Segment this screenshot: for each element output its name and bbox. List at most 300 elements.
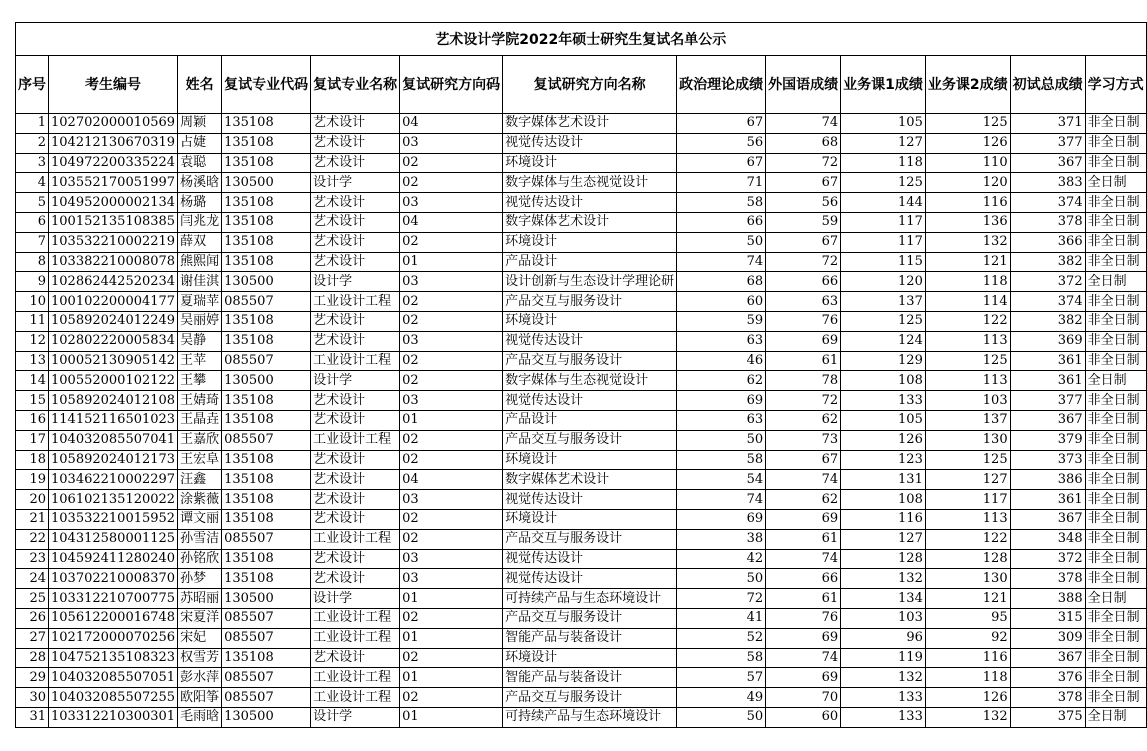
cell-course2-score: 125: [925, 114, 1010, 134]
cell-politics-score: 38: [677, 529, 766, 549]
cell-seq: 1: [16, 114, 49, 134]
cell-major-name: 艺术设计: [311, 509, 400, 529]
cell-direction-code: 01: [400, 252, 503, 272]
cell-total-score: 374: [1010, 193, 1085, 213]
cell-foreign-score: 62: [766, 410, 841, 430]
cell-direction-code: 01: [400, 628, 503, 648]
cell-major-code: 135108: [222, 193, 311, 213]
table-row: [16, 490, 1147, 510]
cell-major-code: 085507: [222, 351, 311, 371]
cell-exam-no: 100102200004177: [49, 292, 178, 312]
cell-study-mode: 非全日制: [1085, 648, 1146, 668]
cell-exam-no: 104032085507255: [49, 688, 178, 708]
cell-politics-score: 66: [677, 212, 766, 232]
cell-politics-score: 58: [677, 193, 766, 213]
table-row: [16, 133, 1147, 153]
table-row: [16, 648, 1147, 668]
cell-study-mode: 非全日制: [1085, 569, 1146, 589]
cell-direction-name: 环境设计: [503, 450, 677, 470]
cell-exam-no: 104592411280240: [49, 549, 178, 569]
cell-foreign-score: 66: [766, 272, 841, 292]
cell-major-code: 130500: [222, 173, 311, 193]
cell-direction-name: 环境设计: [503, 311, 677, 331]
cell-politics-score: 42: [677, 549, 766, 569]
cell-exam-no: 104212130670319: [49, 133, 178, 153]
cell-major-code: 130500: [222, 371, 311, 391]
cell-study-mode: 非全日制: [1085, 668, 1146, 688]
cell-total-score: 367: [1010, 648, 1085, 668]
table-row: [16, 450, 1147, 470]
cell-total-score: 367: [1010, 410, 1085, 430]
cell-direction-name: 环境设计: [503, 648, 677, 668]
cell-politics-score: 50: [677, 569, 766, 589]
cell-major-name: 艺术设计: [311, 232, 400, 252]
cell-name: 夏瑞苹: [178, 292, 222, 312]
cell-seq: 5: [16, 193, 49, 213]
cell-name: 谭文丽: [178, 509, 222, 529]
cell-major-code: 085507: [222, 688, 311, 708]
cell-direction-name: 视觉传达设计: [503, 569, 677, 589]
cell-foreign-score: 67: [766, 450, 841, 470]
cell-direction-name: 智能产品与装备设计: [503, 628, 677, 648]
table-row: [16, 668, 1147, 688]
cell-direction-name: 产品设计: [503, 252, 677, 272]
cell-direction-name: 数字媒体艺术设计: [503, 470, 677, 490]
sheet-title: 艺术设计学院2022年硕士研究生复试名单公示: [16, 23, 1147, 56]
table-row: [16, 509, 1147, 529]
cell-foreign-score: 73: [766, 430, 841, 450]
cell-course1-score: 128: [841, 549, 926, 569]
cell-major-code: 135108: [222, 410, 311, 430]
cell-study-mode: 非全日制: [1085, 311, 1146, 331]
cell-course2-score: 120: [925, 173, 1010, 193]
cell-total-score: 315: [1010, 608, 1085, 628]
cell-direction-code: 03: [400, 133, 503, 153]
cell-foreign-score: 69: [766, 509, 841, 529]
cell-name: 吴静: [178, 331, 222, 351]
cell-name: 薛双: [178, 232, 222, 252]
cell-politics-score: 74: [677, 252, 766, 272]
table-row: [16, 292, 1147, 312]
cell-name: 权雪芳: [178, 648, 222, 668]
cell-direction-name: 数字媒体与生态视觉设计: [503, 173, 677, 193]
table-row: [16, 173, 1147, 193]
cell-study-mode: 全日制: [1085, 173, 1146, 193]
table-row: [16, 549, 1147, 569]
cell-total-score: 386: [1010, 470, 1085, 490]
cell-course1-score: 132: [841, 668, 926, 688]
cell-exam-no: 103462210002297: [49, 470, 178, 490]
cell-course1-score: 118: [841, 153, 926, 173]
cell-major-code: 135108: [222, 648, 311, 668]
cell-total-score: 348: [1010, 529, 1085, 549]
cell-total-score: 372: [1010, 549, 1085, 569]
cell-major-name: 工业设计工程: [311, 529, 400, 549]
cell-study-mode: 非全日制: [1085, 153, 1146, 173]
cell-name: 涂紫薇: [178, 490, 222, 510]
cell-course1-score: 133: [841, 688, 926, 708]
cell-foreign-score: 76: [766, 311, 841, 331]
cell-foreign-score: 72: [766, 153, 841, 173]
cell-direction-code: 04: [400, 212, 503, 232]
cell-direction-code: 02: [400, 173, 503, 193]
cell-course2-score: 118: [925, 668, 1010, 688]
cell-major-name: 工业设计工程: [311, 628, 400, 648]
cell-politics-score: 74: [677, 490, 766, 510]
cell-study-mode: 非全日制: [1085, 628, 1146, 648]
cell-exam-no: 105892024012173: [49, 450, 178, 470]
cell-seq: 28: [16, 648, 49, 668]
cell-politics-score: 41: [677, 608, 766, 628]
cell-name: 周颖: [178, 114, 222, 134]
cell-seq: 15: [16, 391, 49, 411]
cell-study-mode: 全日制: [1085, 272, 1146, 292]
cell-major-code: 085507: [222, 430, 311, 450]
cell-total-score: 377: [1010, 133, 1085, 153]
cell-direction-name: 产品交互与服务设计: [503, 688, 677, 708]
table-row: [16, 193, 1147, 213]
table-row: [16, 410, 1147, 430]
cell-direction-name: 智能产品与装备设计: [503, 668, 677, 688]
cell-name: 王婧琦: [178, 391, 222, 411]
cell-study-mode: 非全日制: [1085, 351, 1146, 371]
cell-direction-name: 视觉传达设计: [503, 331, 677, 351]
cell-major-name: 艺术设计: [311, 252, 400, 272]
table-row: [16, 628, 1147, 648]
cell-direction-name: 环境设计: [503, 153, 677, 173]
cell-foreign-score: 69: [766, 668, 841, 688]
cell-name: 彭水萍: [178, 668, 222, 688]
cell-major-code: 135108: [222, 490, 311, 510]
table-row: [16, 430, 1147, 450]
header-direction-code: 复试研究方向码: [400, 56, 503, 114]
table-row: [16, 608, 1147, 628]
cell-study-mode: 非全日制: [1085, 410, 1146, 430]
cell-course2-score: 110: [925, 153, 1010, 173]
header-name: 姓名: [178, 56, 222, 114]
table-row: [16, 331, 1147, 351]
cell-exam-no: 106102135120022: [49, 490, 178, 510]
table-row: [16, 707, 1147, 727]
cell-course2-score: 113: [925, 509, 1010, 529]
cell-study-mode: 非全日制: [1085, 490, 1146, 510]
cell-course1-score: 125: [841, 173, 926, 193]
cell-politics-score: 69: [677, 509, 766, 529]
cell-course1-score: 134: [841, 589, 926, 609]
cell-politics-score: 59: [677, 311, 766, 331]
cell-direction-name: 视觉传达设计: [503, 490, 677, 510]
cell-study-mode: 非全日制: [1085, 529, 1146, 549]
cell-major-code: 135108: [222, 549, 311, 569]
cell-major-name: 艺术设计: [311, 648, 400, 668]
cell-major-code: 135108: [222, 470, 311, 490]
cell-foreign-score: 70: [766, 688, 841, 708]
cell-course2-score: 127: [925, 470, 1010, 490]
cell-major-code: 085507: [222, 628, 311, 648]
cell-study-mode: 非全日制: [1085, 212, 1146, 232]
cell-direction-name: 数字媒体艺术设计: [503, 114, 677, 134]
cell-major-code: 135108: [222, 569, 311, 589]
header-study-mode: 学习方式: [1085, 56, 1146, 114]
cell-major-name: 艺术设计: [311, 212, 400, 232]
cell-name: 杨璐: [178, 193, 222, 213]
cell-total-score: 369: [1010, 331, 1085, 351]
cell-major-name: 艺术设计: [311, 410, 400, 430]
cell-course2-score: 122: [925, 311, 1010, 331]
cell-seq: 7: [16, 232, 49, 252]
cell-politics-score: 58: [677, 450, 766, 470]
cell-course1-score: 116: [841, 509, 926, 529]
cell-exam-no: 105892024012249: [49, 311, 178, 331]
cell-politics-score: 57: [677, 668, 766, 688]
cell-course2-score: 113: [925, 331, 1010, 351]
cell-direction-code: 01: [400, 707, 503, 727]
cell-foreign-score: 72: [766, 391, 841, 411]
cell-seq: 31: [16, 707, 49, 727]
cell-course2-score: 113: [925, 371, 1010, 391]
table-row: [16, 688, 1147, 708]
cell-major-code: 135108: [222, 212, 311, 232]
cell-course1-score: 105: [841, 114, 926, 134]
cell-course1-score: 124: [841, 331, 926, 351]
cell-course1-score: 127: [841, 133, 926, 153]
cell-name: 孙雪洁: [178, 529, 222, 549]
cell-foreign-score: 61: [766, 589, 841, 609]
cell-total-score: 361: [1010, 351, 1085, 371]
header-course1-score: 业务课1成绩: [841, 56, 926, 114]
cell-name: 孙铭欣: [178, 549, 222, 569]
header-course2-score: 业务课2成绩: [925, 56, 1010, 114]
table-row: [16, 153, 1147, 173]
cell-course1-score: 119: [841, 648, 926, 668]
cell-total-score: 371: [1010, 114, 1085, 134]
cell-course1-score: 103: [841, 608, 926, 628]
cell-direction-code: 01: [400, 668, 503, 688]
cell-direction-name: 环境设计: [503, 232, 677, 252]
cell-politics-score: 49: [677, 688, 766, 708]
cell-seq: 22: [16, 529, 49, 549]
cell-total-score: 361: [1010, 490, 1085, 510]
cell-major-code: 085507: [222, 668, 311, 688]
cell-course1-score: 133: [841, 391, 926, 411]
cell-study-mode: 非全日制: [1085, 391, 1146, 411]
cell-direction-code: 04: [400, 470, 503, 490]
cell-politics-score: 46: [677, 351, 766, 371]
cell-foreign-score: 61: [766, 529, 841, 549]
cell-course2-score: 103: [925, 391, 1010, 411]
cell-major-code: 135108: [222, 509, 311, 529]
cell-major-name: 艺术设计: [311, 391, 400, 411]
cell-course2-score: 137: [925, 410, 1010, 430]
cell-seq: 23: [16, 549, 49, 569]
cell-course2-score: 116: [925, 648, 1010, 668]
cell-course1-score: 132: [841, 569, 926, 589]
cell-course2-score: 125: [925, 450, 1010, 470]
cell-exam-no: 102802220005834: [49, 331, 178, 351]
cell-course1-score: 126: [841, 430, 926, 450]
cell-direction-code: 02: [400, 311, 503, 331]
cell-exam-no: 103312210300301: [49, 707, 178, 727]
cell-course1-score: 117: [841, 232, 926, 252]
cell-major-code: 135108: [222, 133, 311, 153]
cell-study-mode: 全日制: [1085, 371, 1146, 391]
cell-foreign-score: 59: [766, 212, 841, 232]
cell-foreign-score: 67: [766, 232, 841, 252]
cell-direction-name: 产品交互与服务设计: [503, 351, 677, 371]
cell-name: 占婕: [178, 133, 222, 153]
cell-foreign-score: 63: [766, 292, 841, 312]
cell-course1-score: 137: [841, 292, 926, 312]
cell-course1-score: 96: [841, 628, 926, 648]
cell-direction-code: 02: [400, 450, 503, 470]
cell-direction-code: 03: [400, 490, 503, 510]
cell-exam-no: 102172000070256: [49, 628, 178, 648]
cell-major-code: 135108: [222, 114, 311, 134]
cell-study-mode: 全日制: [1085, 589, 1146, 609]
cell-major-code: 135108: [222, 331, 311, 351]
cell-seq: 8: [16, 252, 49, 272]
cell-course1-score: 144: [841, 193, 926, 213]
cell-direction-name: 设计创新与生态设计学理论研: [503, 272, 677, 292]
cell-direction-name: 环境设计: [503, 509, 677, 529]
cell-exam-no: 100052130905142: [49, 351, 178, 371]
cell-course1-score: 123: [841, 450, 926, 470]
cell-course2-score: 132: [925, 232, 1010, 252]
cell-major-name: 工业设计工程: [311, 688, 400, 708]
cell-course1-score: 108: [841, 490, 926, 510]
cell-study-mode: 非全日制: [1085, 509, 1146, 529]
cell-seq: 2: [16, 133, 49, 153]
cell-major-code: 130500: [222, 272, 311, 292]
cell-direction-name: 数字媒体与生态视觉设计: [503, 371, 677, 391]
cell-major-code: 135108: [222, 391, 311, 411]
cell-direction-code: 03: [400, 193, 503, 213]
cell-total-score: 372: [1010, 272, 1085, 292]
cell-foreign-score: 69: [766, 628, 841, 648]
cell-foreign-score: 78: [766, 371, 841, 391]
table-row: [16, 371, 1147, 391]
cell-major-name: 艺术设计: [311, 114, 400, 134]
cell-total-score: 379: [1010, 430, 1085, 450]
cell-name: 宋妃: [178, 628, 222, 648]
cell-major-name: 艺术设计: [311, 490, 400, 510]
cell-total-score: 382: [1010, 252, 1085, 272]
header-politics-score: 政治理论成绩: [677, 56, 766, 114]
cell-seq: 14: [16, 371, 49, 391]
cell-major-name: 艺术设计: [311, 193, 400, 213]
cell-course1-score: 129: [841, 351, 926, 371]
cell-name: 王嘉欣: [178, 430, 222, 450]
cell-exam-no: 100152135108385: [49, 212, 178, 232]
cell-course2-score: 95: [925, 608, 1010, 628]
cell-politics-score: 72: [677, 589, 766, 609]
cell-direction-code: 03: [400, 391, 503, 411]
cell-course2-score: 118: [925, 272, 1010, 292]
cell-seq: 13: [16, 351, 49, 371]
cell-course2-score: 121: [925, 589, 1010, 609]
cell-politics-score: 58: [677, 648, 766, 668]
cell-direction-code: 02: [400, 688, 503, 708]
cell-seq: 6: [16, 212, 49, 232]
cell-name: 汪鑫: [178, 470, 222, 490]
cell-exam-no: 114152116501023: [49, 410, 178, 430]
cell-major-name: 设计学: [311, 371, 400, 391]
cell-course2-score: 122: [925, 529, 1010, 549]
cell-course1-score: 125: [841, 311, 926, 331]
cell-study-mode: 非全日制: [1085, 252, 1146, 272]
cell-foreign-score: 56: [766, 193, 841, 213]
cell-study-mode: 非全日制: [1085, 114, 1146, 134]
cell-total-score: 366: [1010, 232, 1085, 252]
cell-direction-name: 视觉传达设计: [503, 549, 677, 569]
cell-name: 王攀: [178, 371, 222, 391]
cell-foreign-score: 76: [766, 608, 841, 628]
cell-major-name: 设计学: [311, 589, 400, 609]
table-row: [16, 391, 1147, 411]
cell-total-score: 383: [1010, 173, 1085, 193]
cell-exam-no: 104752135108323: [49, 648, 178, 668]
cell-major-name: 工业设计工程: [311, 351, 400, 371]
cell-direction-name: 可持续产品与生态环境设计: [503, 589, 677, 609]
cell-name: 杨溪晗: [178, 173, 222, 193]
cell-seq: 25: [16, 589, 49, 609]
table-row: [16, 589, 1147, 609]
cell-direction-code: 02: [400, 608, 503, 628]
header-exam-no: 考生编号: [49, 56, 178, 114]
cell-seq: 4: [16, 173, 49, 193]
cell-direction-code: 03: [400, 549, 503, 569]
cell-seq: 30: [16, 688, 49, 708]
cell-course2-score: 136: [925, 212, 1010, 232]
cell-total-score: 378: [1010, 688, 1085, 708]
header-direction-name: 复试研究方向名称: [503, 56, 677, 114]
cell-total-score: 367: [1010, 153, 1085, 173]
header-seq: 序号: [16, 56, 49, 114]
cell-name: 王宏阜: [178, 450, 222, 470]
cell-politics-score: 56: [677, 133, 766, 153]
cell-name: 袁聪: [178, 153, 222, 173]
header-foreign-score: 外国语成绩: [766, 56, 841, 114]
cell-major-name: 工业设计工程: [311, 668, 400, 688]
cell-major-code: 085507: [222, 608, 311, 628]
cell-major-name: 设计学: [311, 173, 400, 193]
cell-course2-score: 126: [925, 133, 1010, 153]
cell-course1-score: 133: [841, 707, 926, 727]
cell-direction-code: 02: [400, 509, 503, 529]
cell-direction-name: 数字媒体艺术设计: [503, 212, 677, 232]
cell-total-score: 309: [1010, 628, 1085, 648]
cell-total-score: 382: [1010, 311, 1085, 331]
cell-name: 吴丽婷: [178, 311, 222, 331]
cell-foreign-score: 74: [766, 549, 841, 569]
cell-study-mode: 非全日制: [1085, 292, 1146, 312]
cell-study-mode: 非全日制: [1085, 688, 1146, 708]
cell-study-mode: 非全日制: [1085, 133, 1146, 153]
cell-total-score: 373: [1010, 450, 1085, 470]
cell-seq: 11: [16, 311, 49, 331]
cell-study-mode: 非全日制: [1085, 193, 1146, 213]
cell-name: 宋夏洋: [178, 608, 222, 628]
cell-direction-code: 03: [400, 569, 503, 589]
cell-foreign-score: 62: [766, 490, 841, 510]
cell-seq: 9: [16, 272, 49, 292]
cell-exam-no: 104032085507051: [49, 668, 178, 688]
cell-direction-name: 产品设计: [503, 410, 677, 430]
cell-course2-score: 125: [925, 351, 1010, 371]
cell-study-mode: 全日制: [1085, 707, 1146, 727]
cell-direction-code: 03: [400, 272, 503, 292]
cell-seq: 27: [16, 628, 49, 648]
